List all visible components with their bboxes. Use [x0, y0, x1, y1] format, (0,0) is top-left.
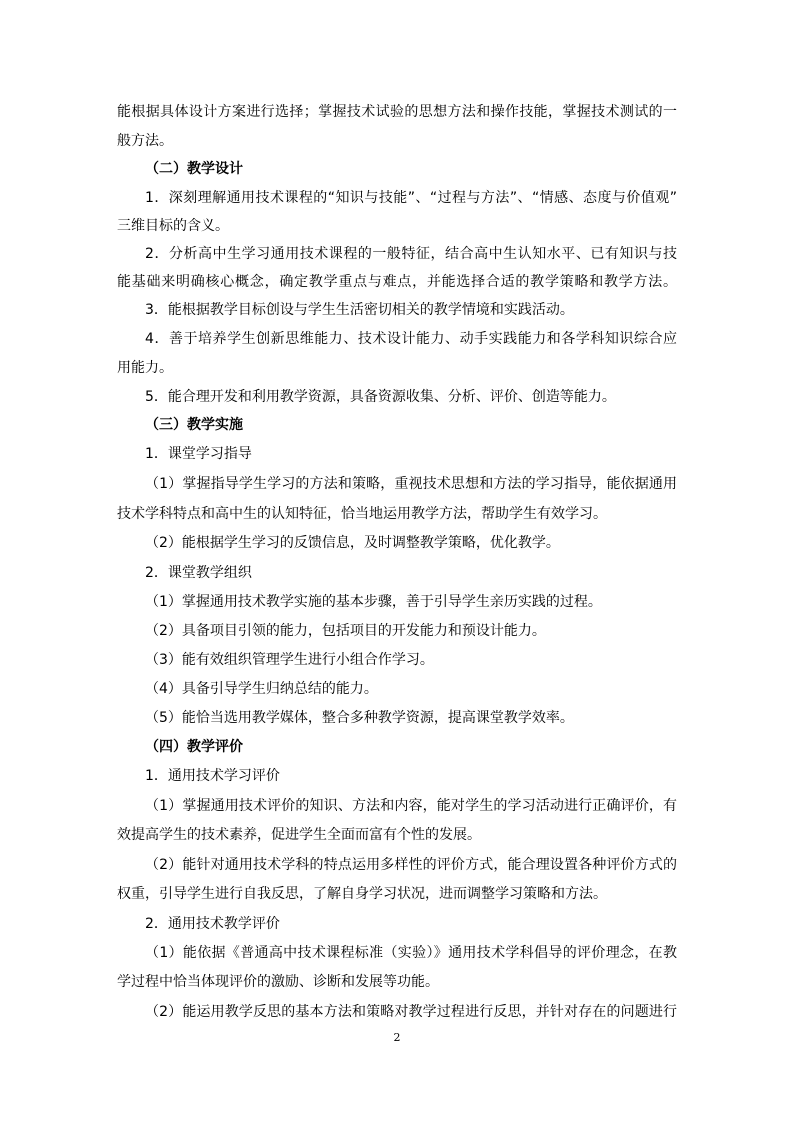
- paragraph-line: 三维目标的含义。: [117, 218, 229, 234]
- paragraph-line: 3．能根据教学目标创设与学生生活密切相关的教学情境和实践活动。: [145, 302, 574, 318]
- paragraph-line: （4）具备引导学生归纳总结的能力。: [145, 681, 378, 697]
- paragraph-line: 能根据具体设计方案进行选择；掌握技术试验的思想方法和操作技能，掌握技术测试的一: [117, 104, 677, 120]
- page-number: 2: [393, 1031, 401, 1044]
- paragraph-line: （2）具备项目引领的能力，包括项目的开发能力和预设计能力。: [145, 623, 546, 639]
- paragraph-line: 2．分析高中生学习通用技术课程的一般特征，结合高中生认知水平、已有知识与技: [145, 246, 677, 262]
- paragraph-line: 1．深刻理解通用技术课程的“知识与技能”、“过程与方法”、“情感、态度与价值观”: [145, 190, 677, 206]
- paragraph-line: 技术学科特点和高中生的认知特征，恰当地运用教学方法，帮助学生有效学习。: [117, 506, 607, 522]
- subheading-line: 1．通用技术学习评价: [145, 768, 280, 784]
- section-heading: （二）教学设计: [145, 161, 243, 177]
- paragraph-line: 权重，引导学生进行自我反思，了解自身学习状况，进而调整学习策略和方法。: [117, 886, 607, 902]
- paragraph-line: 般方法。: [117, 133, 173, 149]
- paragraph-line: 学过程中恰当体现评价的激励、诊断和发展等功能。: [117, 974, 439, 990]
- paragraph-line: （2）能根据学生学习的反馈信息，及时调整教学策略，优化教学。: [145, 535, 560, 551]
- section-heading: （三）教学实施: [145, 417, 243, 433]
- paragraph-line: （3）能有效组织管理学生进行小组合作学习。: [145, 652, 434, 668]
- paragraph-line: （5）能恰当选用教学媒体，整合多种教学资源，提高课堂教学效率。: [145, 710, 574, 726]
- subheading-line: 1．课堂学习指导: [145, 446, 252, 462]
- paragraph-line: 5．能合理开发和利用教学资源，具备资源收集、分析、评价、创造等能力。: [145, 389, 616, 405]
- paragraph-line: 能基础来明确核心概念，确定教学重点与难点，并能选择合适的教学策略和教学方法。: [117, 274, 677, 290]
- subheading-line: 2．通用技术教学评价: [145, 916, 280, 932]
- paragraph-line: （1）掌握指导学生学习的方法和策略，重视技术思想和方法的学习指导，能依据通用: [145, 476, 677, 492]
- paragraph-line: （1）掌握通用技术评价的知识、方法和内容，能对学生的学习活动进行正确评价，有: [145, 798, 677, 814]
- paragraph-line: （2）能运用教学反思的基本方法和策略对教学过程进行反思，并针对存在的问题进行: [145, 1004, 677, 1020]
- paragraph-line: （1）掌握通用技术教学实施的基本步骤，善于引导学生亲历实践的过程。: [145, 594, 602, 610]
- subheading-line: 2．课堂教学组织: [145, 565, 252, 581]
- paragraph-line: （2）能针对通用技术学科的特点运用多样性的评价方式，能合理设置各种评价方式的: [145, 857, 677, 873]
- section-heading: （四）教学评价: [145, 739, 243, 755]
- paragraph-line: 用能力。: [117, 360, 173, 376]
- paragraph-line: （1）能依据《普通高中技术课程标准（实验）》通用技术学科倡导的评价理念，在教: [145, 945, 677, 961]
- paragraph-line: 4．善于培养学生创新思维能力、技术设计能力、动手实践能力和各学科知识综合应: [145, 331, 677, 347]
- paragraph-line: 效提高学生的技术素养，促进学生全面而富有个性的发展。: [117, 827, 481, 843]
